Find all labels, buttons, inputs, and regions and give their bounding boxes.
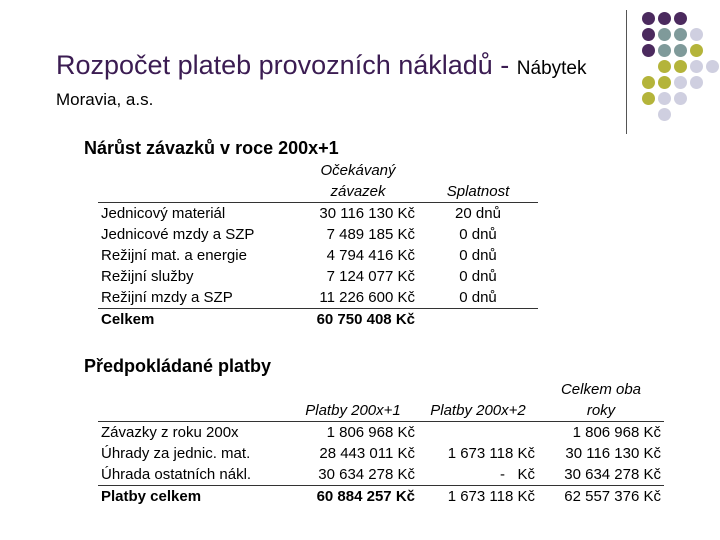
row-due: 0 dnů [418,287,538,309]
section-title-liabilities: Nárůst závazků v roce 200x+1 [84,138,339,158]
total-year1: 60 884 257 Kč [316,488,415,505]
dot-purple [674,12,687,25]
col-header-total-line2: roky [586,402,616,419]
title-suffix: Nábytek [516,58,587,79]
total-label: Celkem [101,311,155,328]
table-row [98,443,664,464]
row-label: Režijní mzdy a SZP [98,287,298,309]
row-label: Závazky z roku 200x [98,422,288,444]
dot-teal [674,28,687,41]
table-header-row [98,379,664,422]
dot-lavender [674,76,687,89]
row-year2 [418,422,538,444]
row-label: Režijní služby [101,268,194,285]
dot-teal [658,44,671,57]
row-label: Jednicové mzdy a SZP [101,226,255,243]
table-header-row [98,160,538,203]
section-title-payments: Předpokládané platby [84,356,272,376]
row-amount: 30 116 130 Kč [298,203,418,225]
col-header-expected-line1: Očekávaný [320,162,396,179]
col-header-due: Splatnost [446,183,510,200]
page-title [56,50,586,81]
dot-lavender [658,92,671,105]
row-amount: 11 226 600 Kč [298,287,418,309]
col-header-total-line1: Celkem oba [560,381,642,398]
dot-olive [658,76,671,89]
row-due: 20 dnů [418,203,538,225]
dot-purple [642,12,655,25]
dot-purple [642,28,655,41]
dot-olive [642,92,655,105]
row-label: Úhrady za jednic. mat. [101,445,251,462]
dot-lavender [658,108,671,121]
row-due: 0 dnů [459,247,497,264]
row-year1: 30 634 278 Kč [288,464,418,486]
dot-teal [674,44,687,57]
dot-olive [658,60,671,73]
col-header-expected [298,160,418,203]
total-total: 62 557 376 Kč [564,488,661,505]
total-amount: 60 750 408 Kč [316,311,415,328]
dot-lavender [690,76,703,89]
liabilities-table [98,160,538,330]
col-header-year2: Platby 200x+2 [430,402,526,419]
decorative-divider [626,10,627,134]
title-main: Rozpočet plateb provozních nákladů - [56,50,517,80]
row-amount: 7 124 077 Kč [326,268,415,285]
table-row [98,203,538,225]
row-total: 1 806 968 Kč [538,422,664,444]
row-total: 30 634 278 Kč [538,464,664,486]
total-year2: 1 673 118 Kč [447,488,535,505]
col-header-expected-line2: závazek [330,183,386,200]
dot-olive [690,44,703,57]
row-label: Jednicový materiál [98,203,298,225]
dot-lavender [674,92,687,105]
dot-teal [658,28,671,41]
row-year1: 1 806 968 Kč [288,422,418,444]
dot-olive [674,60,687,73]
col-header-year1: Platby 200x+1 [305,402,401,419]
row-label: Úhrada ostatních nákl. [98,464,288,486]
table-row [98,464,664,486]
table-row [98,224,538,245]
row-due: 0 dnů [459,226,497,243]
table-total-row [98,486,664,508]
table-row [98,287,538,309]
table-row [98,245,538,266]
total-label: Platby celkem [101,488,202,505]
dot-lavender [690,60,703,73]
page-subtitle: Moravia, a.s. [56,90,154,109]
dot-lavender [690,28,703,41]
table-row [98,422,664,444]
row-year2: - Kč [418,464,538,486]
row-total: 30 116 130 Kč [565,445,661,462]
row-amount: 4 794 416 Kč [326,247,415,264]
row-label: Režijní mat. a energie [101,247,247,264]
dot-purple [642,44,655,57]
row-due: 0 dnů [459,268,497,285]
table-total-row [98,309,538,331]
payments-table [98,379,664,507]
dot-lavender [706,60,719,73]
dot-purple [658,12,671,25]
row-year2: 1 673 118 Kč [447,445,535,462]
table-row [98,266,538,287]
row-amount: 7 489 185 Kč [326,226,415,243]
col-header-total [538,379,664,422]
row-year1: 28 443 011 Kč [319,445,415,462]
dot-olive [642,76,655,89]
